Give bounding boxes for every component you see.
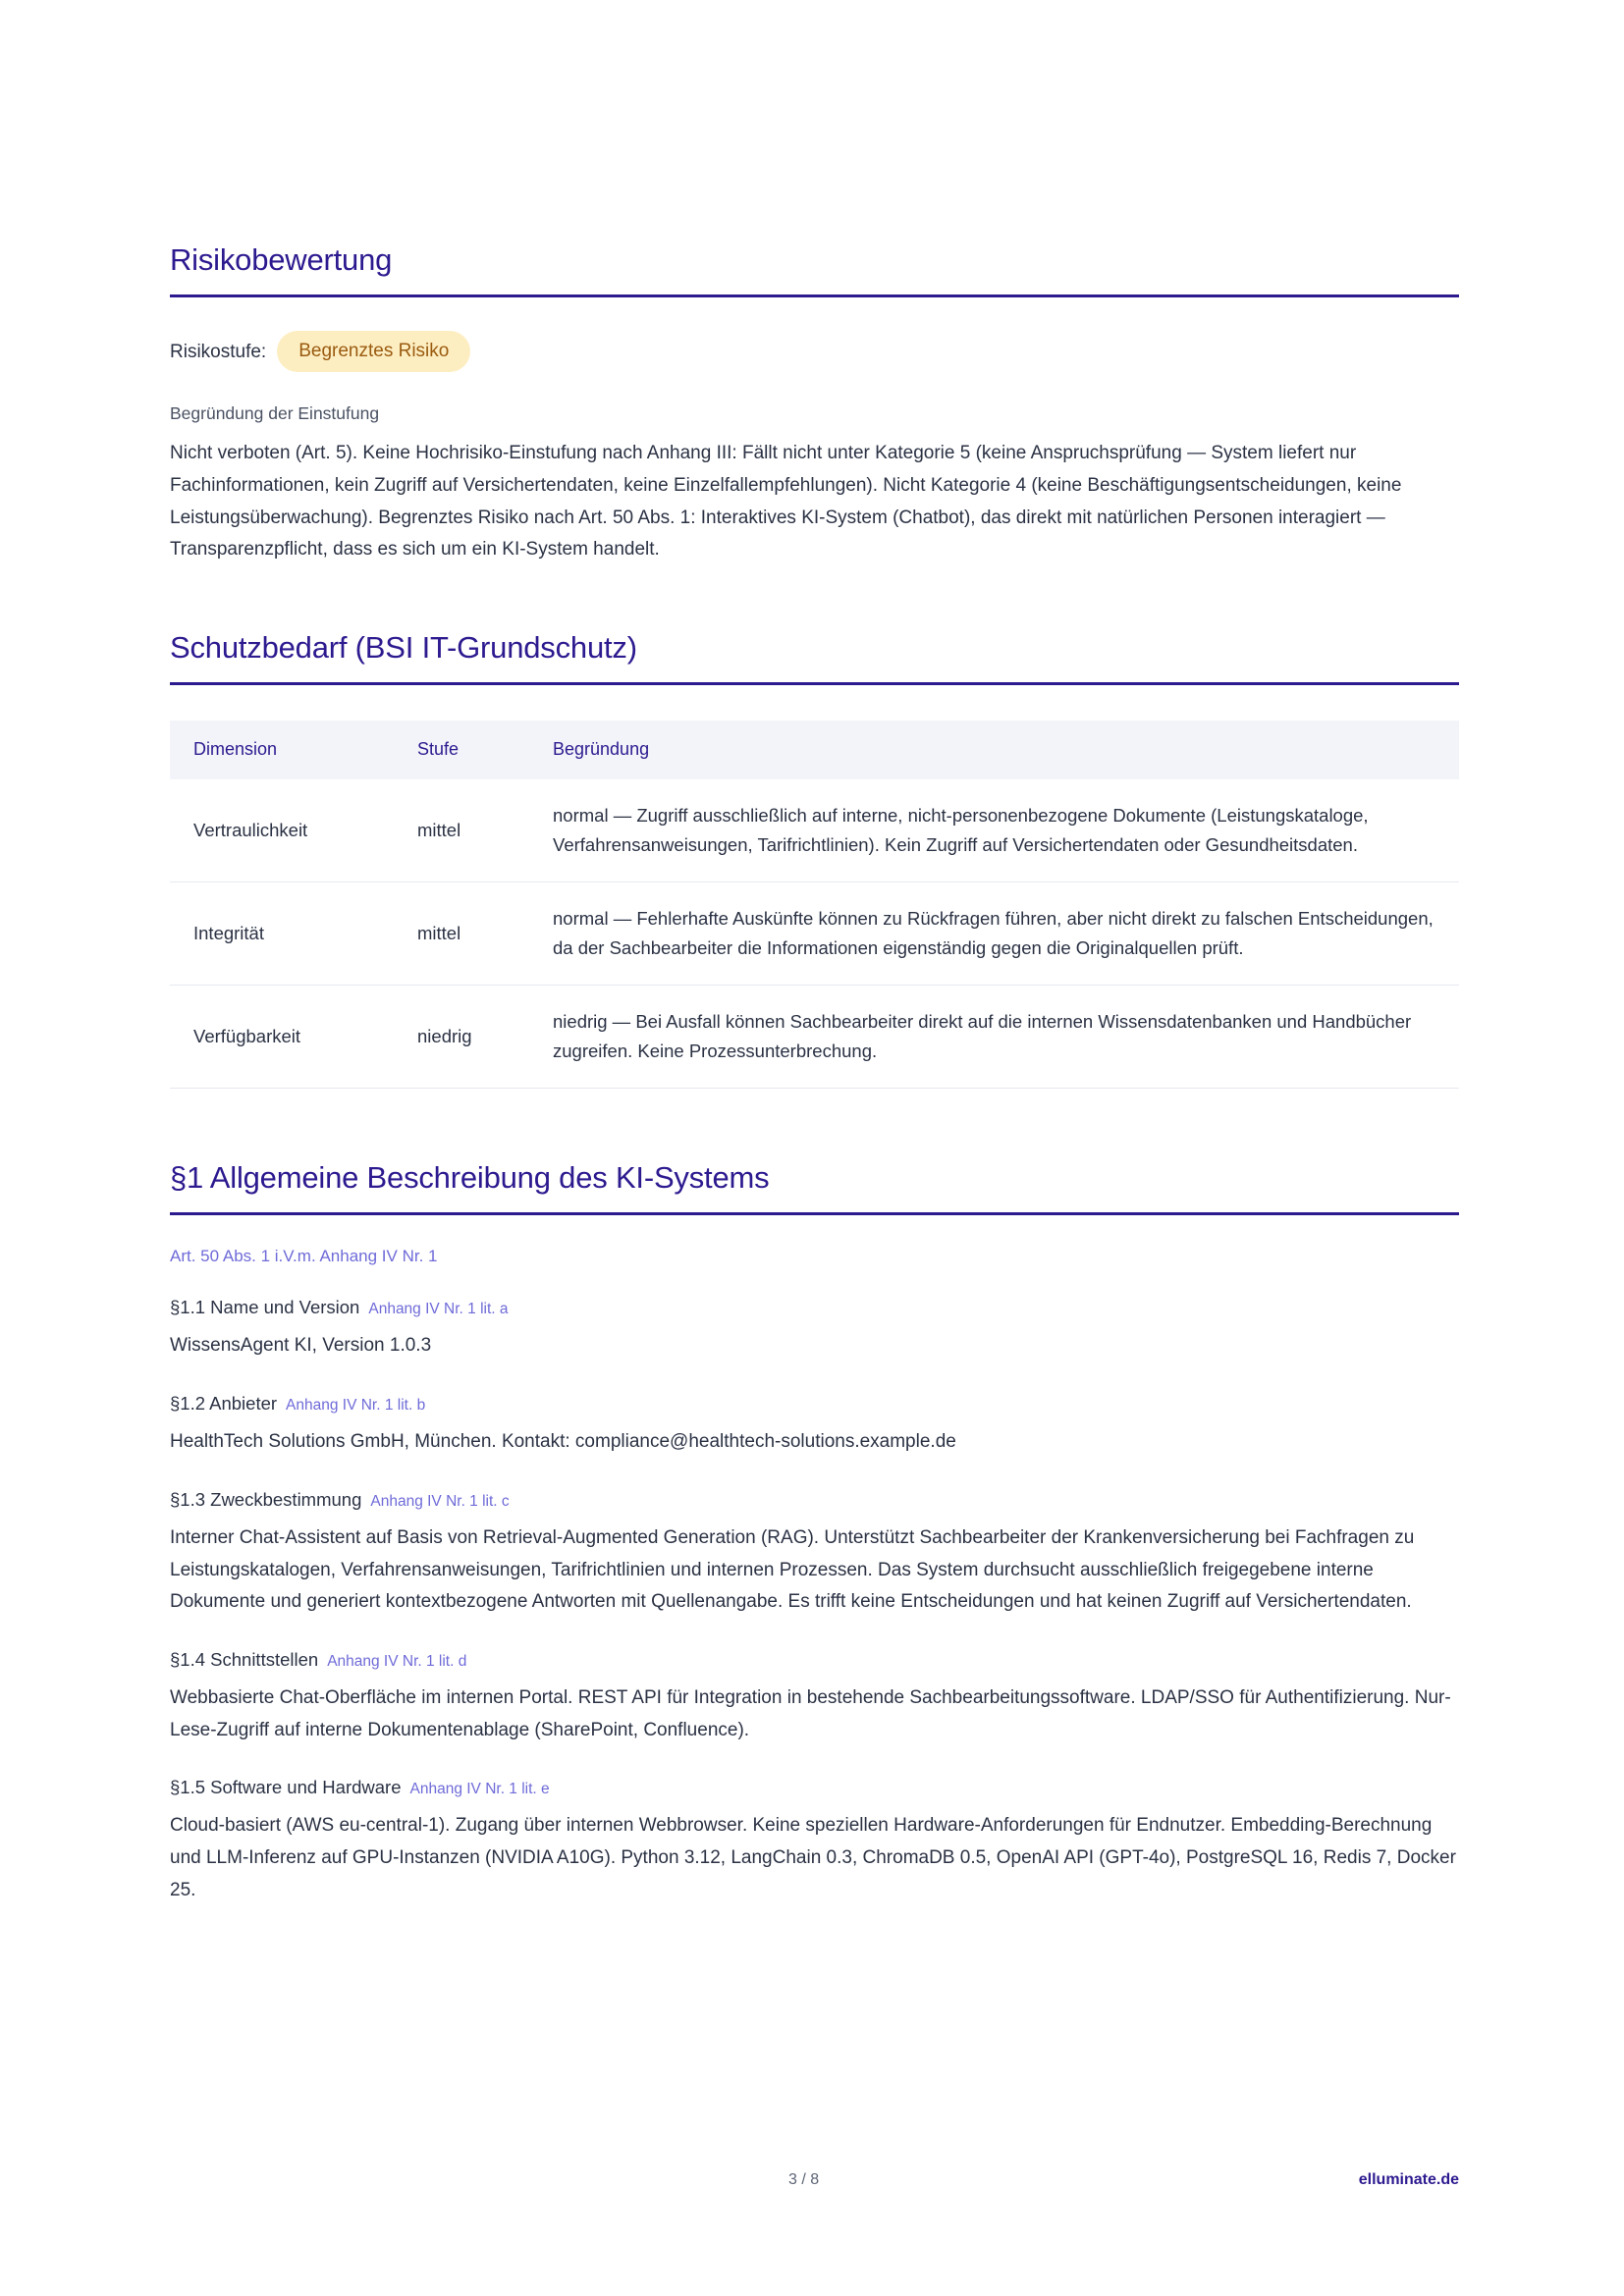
section-rule	[170, 1212, 1459, 1215]
cell-begruendung: normal — Zugriff ausschließlich auf interne, nicht-personenbezogene Dokumente (Leistungskataloge, Verfahrensanweisungen, Tarifrichtlinien). Kein Zugriff auf Versichertendaten oder Gesundheitsdaten.	[539, 779, 1459, 881]
table-head	[170, 721, 1459, 779]
cell-dimension: Integrität	[170, 882, 404, 986]
field-heading	[170, 1648, 1459, 1672]
field-heading-text: §1.1 Name und Version	[170, 1297, 360, 1318]
field-heading-text: §1.2 Anbieter	[170, 1392, 278, 1414]
cell-stufe: niedrig	[404, 985, 539, 1088]
page-content	[170, 241, 1459, 1906]
field-anbieter	[170, 1392, 1459, 1459]
field-body: Cloud-basiert (AWS eu-central-1). Zugang über internen Webbrowser. Keine speziellen Hardware-Anforderungen für Endnutzer. Embedding-Berechnung und LLM-Inferenz auf GPU-Instanzen (NVIDIA A10G). Python 3.12, LangChain 0.3, ChromaDB 0.5, OpenAI API (GPT-4o), PostgreSQL 16, Redis 7, Docker 25.	[170, 1815, 1456, 1900]
cell-begruendung: niedrig — Bei Ausfall können Sachbearbeiter direkt auf die internen Wissensdatenbanken und Handbücher zugreifen. Keine Prozessunterbrechung.	[539, 985, 1459, 1088]
section-paragraph-1	[170, 1159, 1459, 1907]
field-heading	[170, 1392, 1459, 1415]
field-heading-text: §1.5 Software und Hardware	[170, 1777, 402, 1798]
field-heading	[170, 1296, 1459, 1319]
section-title-schutzbedarf: Schutzbedarf (BSI IT-Grundschutz)	[170, 629, 637, 665]
risk-level-row	[170, 331, 1459, 372]
field-body: HealthTech Solutions GmbH, München. Kontakt: compliance@healthtech-solutions.example.de	[170, 1431, 956, 1453]
field-heading-text: §1.4 Schnittstellen	[170, 1648, 319, 1670]
section-risikobewertung	[170, 241, 1459, 566]
field-body: Interner Chat-Assistent auf Basis von Retrieval-Augmented Generation (RAG). Unterstützt Sachbearbeiter der Krankenversicherung bei Fachfragen zu Leistungskatalogen, Verfahrensanweisungen, Tarifrichtlinien und internen Prozessen. Das System durchsucht ausschließlich freigegebene interne Dokumente und generiert kontextbezogene Antworten mit Quellenangabe. Es trifft keine Entscheidungen und hat keinen Zugriff auf Versichertendaten.	[170, 1526, 1415, 1613]
column-header-dimension: Dimension	[170, 721, 404, 779]
section-rule	[170, 682, 1459, 685]
field-heading	[170, 1488, 1459, 1512]
justification-text: Nicht verboten (Art. 5). Keine Hochrisiko-Einstufung nach Anhang III: Fällt nicht unter Kategorie 5 (keine Anspruchsprüfung — System liefert nur Fachinformationen, kein Zugriff auf Versichertendaten, keine Einzelfallempfehlungen). Nicht Kategorie 4 (keine Beschäftigungsentscheidungen, keine Leistungsüberwachung). Begrenztes Risiko nach Art. 50 Abs. 1: Interaktives KI-System (Chatbot), das direkt mit natürlichen Personen interagiert — Transparenzpflicht, dass es sich um ein KI-System handelt.	[170, 443, 1402, 561]
page-footer	[170, 2171, 1459, 2189]
table-row	[170, 779, 1459, 881]
field-name-und-version	[170, 1296, 1459, 1362]
field-heading	[170, 1776, 1459, 1799]
cell-stufe: mittel	[404, 779, 539, 881]
page-number: 3 / 8	[788, 2171, 820, 2188]
table-header-row	[170, 721, 1459, 779]
legal-reference: Art. 50 Abs. 1 i.V.m. Anhang IV Nr. 1	[170, 1247, 438, 1266]
schutzbedarf-table	[170, 721, 1459, 1089]
table-row	[170, 985, 1459, 1088]
field-body: WissensAgent KI, Version 1.0.3	[170, 1335, 432, 1357]
field-legal-ref: Anhang IV Nr. 1 lit. a	[368, 1301, 509, 1318]
cell-begruendung: normal — Fehlerhafte Auskünfte können zu Rückfragen führen, aber nicht direkt zu falschen Entscheidungen, da der Sachbearbeiter die Informationen eigenständig gegen die Originalquellen prüft.	[539, 882, 1459, 986]
column-header-stufe: Stufe	[404, 721, 539, 779]
field-legal-ref: Anhang IV Nr. 1 lit. c	[370, 1492, 510, 1510]
cell-stufe: mittel	[404, 882, 539, 986]
field-zweckbestimmung	[170, 1488, 1459, 1619]
schutzbedarf-table-wrap	[170, 721, 1459, 1089]
field-legal-ref: Anhang IV Nr. 1 lit. e	[409, 1781, 550, 1798]
cell-dimension: Vertraulichkeit	[170, 779, 404, 881]
section-title-paragraph-1: §1 Allgemeine Beschreibung des KI-Systems	[170, 1159, 770, 1195]
table-body	[170, 779, 1459, 1088]
field-legal-ref: Anhang IV Nr. 1 lit. b	[286, 1396, 426, 1414]
field-body: Webbasierte Chat-Oberfläche im internen Portal. REST API für Integration in bestehende Sachbearbeitungssoftware. LDAP/SSO für Authentifizierung. Nur-Lese-Zugriff auf interne Dokumentenablage (SharePoint, Confluence).	[170, 1686, 1451, 1740]
section-rule	[170, 294, 1459, 297]
footer-brand: elluminate.de	[1358, 2171, 1459, 2188]
cell-dimension: Verfügbarkeit	[170, 985, 404, 1088]
risk-level-label: Risikostufe:	[170, 341, 267, 362]
section-title-risikobewertung: Risikobewertung	[170, 242, 393, 277]
field-legal-ref: Anhang IV Nr. 1 lit. d	[327, 1652, 467, 1670]
risk-level-badge: Begrenztes Risiko	[277, 331, 470, 372]
field-software-und-hardware	[170, 1776, 1459, 1906]
field-schnittstellen	[170, 1648, 1459, 1746]
justification-label: Begründung der Einstufung	[170, 403, 380, 424]
field-heading-text: §1.3 Zweckbestimmung	[170, 1488, 362, 1510]
table-row	[170, 882, 1459, 986]
section-schutzbedarf	[170, 629, 1459, 1089]
column-header-begruendung: Begründung	[539, 721, 1459, 779]
